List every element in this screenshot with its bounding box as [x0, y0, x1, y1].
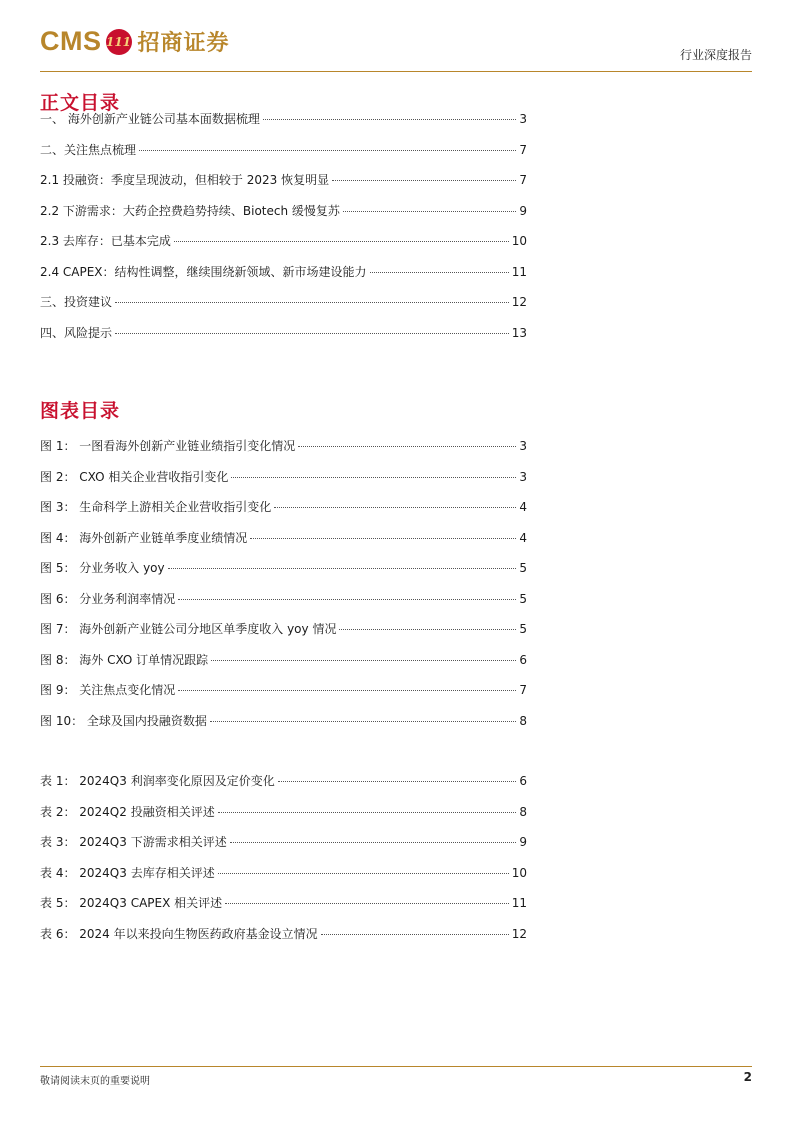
- toc-entry[interactable]: [40, 590, 527, 621]
- toc-dot-leader: [211, 660, 516, 661]
- toc-entry-label: 2.3 去库存：已基本完成: [40, 234, 171, 248]
- toc-entry[interactable]: [40, 681, 527, 712]
- toc-dot-leader: [178, 690, 516, 691]
- toc-entry-label: 2.1 投融资：季度呈现波动，但相较于 2023 恢复明显: [40, 173, 330, 187]
- toc-entry-label: 图 9： 关注焦点变化情况: [40, 683, 176, 697]
- toc-dot-leader: [298, 446, 516, 447]
- toc-entry-page: 7: [519, 683, 527, 697]
- logo-badge-icon: 111: [106, 29, 132, 55]
- toc-entry-page: 5: [519, 591, 527, 606]
- toc-entry-label: 图 6： 分业务利润率情况: [40, 591, 176, 606]
- toc-entry-label: 表 4： 2024Q3 去库存相关评述: [40, 865, 215, 880]
- toc-entry-label: 表 2： 2024Q2 投融资相关评述: [40, 804, 215, 819]
- toc-entry-page: 3: [519, 439, 527, 453]
- toc-dot-leader: [278, 781, 517, 782]
- toc-entry[interactable]: [40, 712, 527, 743]
- toc-entry-page: 6: [519, 774, 527, 788]
- toc-entry-label: 图 4： 海外创新产业链单季度业绩情况: [40, 530, 248, 545]
- toc-entry-label: 图 2： CXO 相关企业营收指引变化: [40, 469, 229, 484]
- toc-entry-page: 4: [519, 530, 527, 545]
- toc-entry[interactable]: [40, 171, 527, 202]
- logo-cms-text: CMS: [40, 26, 102, 56]
- toc-entry-page: 13: [511, 325, 527, 340]
- toc-entry-page: 12: [511, 926, 527, 941]
- toc-entry-label: 2.4 CAPEX：结构性调整，继续围绕新领域、新市场建设能力: [40, 264, 367, 279]
- header-divider: [40, 71, 752, 72]
- toc-dot-leader: [339, 629, 516, 630]
- toc-entry-label: 图 1： 一图看海外创新产业链业绩指引变化情况: [40, 439, 296, 453]
- toc-entry[interactable]: [40, 141, 527, 172]
- toc-dot-leader: [370, 272, 509, 273]
- toc-dot-leader: [174, 241, 509, 242]
- toc-dot-leader: [168, 568, 517, 569]
- toc-entry-label: 图 8： 海外 CXO 订单情况跟踪: [40, 652, 209, 667]
- toc-entry-label: 图 7： 海外创新产业链公司分地区单季度收入 yoy 情况: [40, 622, 337, 636]
- toc-entry-page: 9: [519, 203, 527, 218]
- footer-disclaimer-note: 敬请阅读末页的重要说明: [40, 1076, 150, 1087]
- toc-dot-leader: [178, 599, 516, 600]
- toc-dot-leader: [343, 211, 516, 212]
- toc-entry-label: 图 10： 全球及国内投融资数据: [40, 713, 207, 728]
- toc-entry[interactable]: [40, 232, 527, 263]
- toc-entry-label: 图 3： 生命科学上游相关企业营收指引变化: [40, 500, 272, 514]
- toc-dot-leader: [218, 812, 517, 813]
- toc-entry-page: 7: [519, 142, 527, 157]
- toc-dot-leader: [250, 538, 516, 539]
- toc-entry-page: 6: [519, 652, 527, 667]
- toc-entry[interactable]: [40, 498, 527, 529]
- toc-entry-page: 5: [519, 622, 527, 636]
- toc-entry-page: 4: [519, 500, 527, 514]
- toc-entry-page: 10: [511, 234, 527, 248]
- report-type-label: 行业深度报告: [679, 48, 752, 62]
- toc-dot-leader: [139, 150, 516, 151]
- toc-entry[interactable]: [40, 263, 527, 294]
- toc-entry[interactable]: [40, 293, 527, 324]
- toc-entry[interactable]: [40, 651, 527, 682]
- toc-entry-page: 10: [511, 865, 527, 880]
- toc-dot-leader: [225, 903, 509, 904]
- toc-entry[interactable]: [40, 110, 527, 141]
- tables-list: [40, 772, 527, 955]
- toc-dot-leader: [115, 302, 509, 303]
- toc-title: 正文目录: [40, 92, 121, 114]
- toc-dot-leader: [115, 333, 509, 334]
- logo-company-name: 招商证券: [137, 30, 230, 56]
- toc-dot-leader: [230, 842, 517, 843]
- toc-entry-page: 11: [511, 264, 527, 279]
- toc-entry-page: 7: [519, 173, 527, 187]
- toc-entry[interactable]: [40, 559, 527, 590]
- toc-entry[interactable]: [40, 468, 527, 499]
- toc-entry-page: 8: [519, 713, 527, 728]
- company-logo: [40, 26, 230, 57]
- toc-entry-label: 一、 海外创新产业链公司基本面数据梳理: [40, 112, 260, 126]
- toc-dot-leader: [231, 477, 516, 478]
- toc-entry[interactable]: [40, 894, 527, 925]
- toc-entry-label: 2.2 下游需求：大药企控费趋势持续、Biotech 缓慢复苏: [40, 203, 340, 218]
- toc-entry[interactable]: [40, 833, 527, 864]
- toc-entry[interactable]: [40, 803, 527, 834]
- toc-entry[interactable]: [40, 437, 527, 468]
- toc-entry-label: 图 5： 分业务收入 yoy: [40, 561, 165, 575]
- footer-divider: [40, 1066, 752, 1067]
- toc-entry-label: 表 1： 2024Q3 利润率变化原因及定价变化: [40, 774, 275, 788]
- toc-entry-page: 3: [519, 469, 527, 484]
- toc-dot-leader: [218, 873, 509, 874]
- toc-entry[interactable]: [40, 925, 527, 956]
- toc-entry-page: 5: [519, 561, 527, 575]
- toc-entry-label: 二、关注焦点梳理: [40, 142, 137, 157]
- toc-entry[interactable]: [40, 864, 527, 895]
- toc-entry-label: 表 5： 2024Q3 CAPEX 相关评述: [40, 896, 223, 910]
- toc-entry-label: 三、投资建议: [40, 295, 113, 309]
- page-header: [40, 26, 752, 72]
- figures-list: [40, 437, 527, 742]
- toc-dot-leader: [263, 119, 517, 120]
- toc-entry-label: 四、风险提示: [40, 325, 113, 340]
- toc-entry-page: 3: [519, 112, 527, 126]
- toc-dot-leader: [321, 934, 509, 935]
- toc-dot-leader: [274, 507, 516, 508]
- toc-entry[interactable]: [40, 529, 527, 560]
- toc-entry-page: 9: [519, 835, 527, 849]
- toc-dot-leader: [332, 180, 516, 181]
- figures-title: 图表目录: [40, 400, 121, 422]
- toc-entry-page: 8: [519, 804, 527, 819]
- toc-entry[interactable]: [40, 202, 527, 233]
- toc-entry-page: 11: [511, 896, 527, 910]
- page-number: 2: [743, 1070, 752, 1084]
- toc-entry[interactable]: [40, 620, 527, 651]
- toc-entry-label: 表 6： 2024 年以来投向生物医药政府基金设立情况: [40, 926, 318, 941]
- toc-entry[interactable]: [40, 772, 527, 803]
- toc-entry-label: 表 3： 2024Q3 下游需求相关评述: [40, 835, 227, 849]
- toc-dot-leader: [210, 721, 516, 722]
- toc-entry[interactable]: [40, 324, 527, 355]
- toc-list: [40, 110, 527, 354]
- toc-entry-page: 12: [511, 295, 527, 309]
